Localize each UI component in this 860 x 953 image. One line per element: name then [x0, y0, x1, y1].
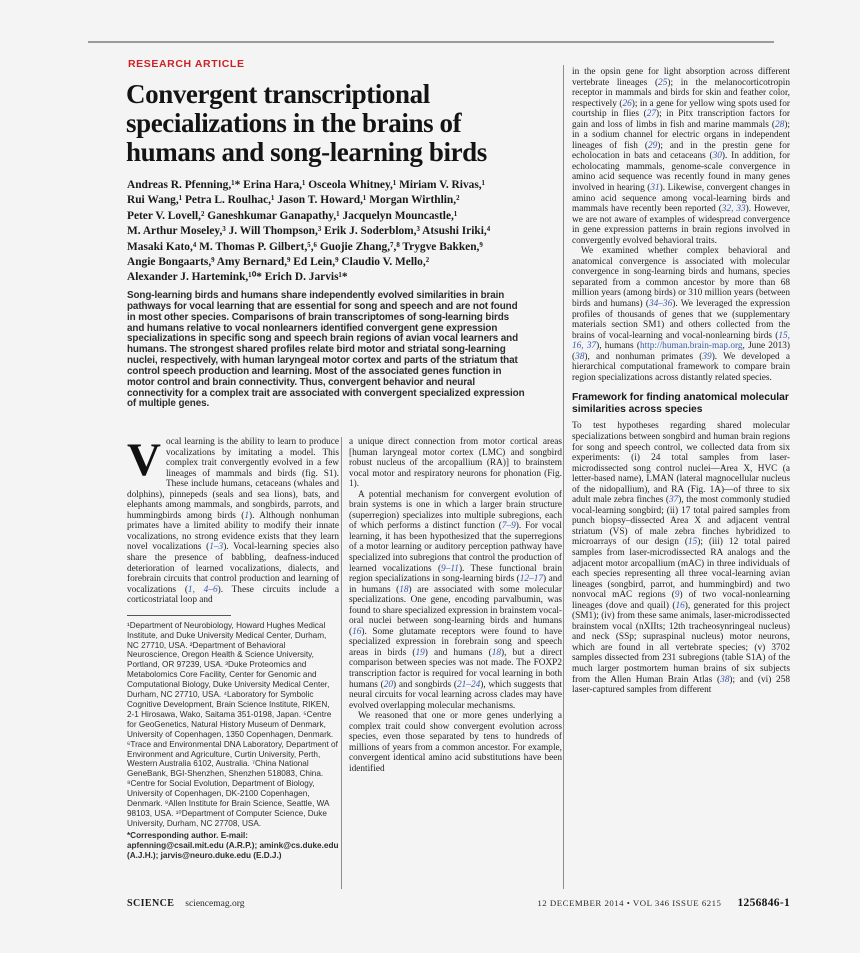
citation-ref[interactable]: 28 [775, 119, 785, 130]
paragraph-text: ocal learning is the ability to learn to produce vocalizations by imitating a model. This complex trait convergently evolved in a few lineages of mammals and birds (fig. S1). These include humans, cetaceans (whales and dolphins), pinnepeds (seals and sea lions), bats, and elephants among mammals, and songbirds, parrots, and hummingbirds among birds (1). Although nonhuman primates have a limited ability to modify their innate vocalizations, no strong evidence exists that they learn novel vocalizations (1–3). Vocal-learning species also share the presence of babbling, deafness-induced deterioration of learned vocalizations, dialects, and forebrain circuits that control production and learning of vocalizations (1, 4–6). These circuits include a corticostriatal loop and [127, 437, 339, 606]
citation-ref[interactable]: 9–11 [441, 563, 459, 574]
footnotes [127, 621, 339, 861]
section-heading: Framework for finding anatomical molecular similarities across species [572, 392, 789, 416]
citation-ref[interactable]: 32, 33 [721, 204, 746, 215]
page-footer [127, 897, 790, 909]
footer-left [127, 898, 244, 909]
paragraph: We reasoned that one or more genes underlying a complex trait could show convergent evolution across species, even those separated by tens to hundreds of millions of years from a common ancestor. For example, convergent identical amino acid substitutions have been identified [349, 711, 562, 774]
citation-ref[interactable]: 29 [647, 140, 658, 151]
issue-info: 12 DECEMBER 2014 • VOL 346 ISSUE 6215 [537, 898, 722, 908]
paragraph: a unique direct connection from motor cortical areas [human laryngeal motor cortex (LMC) and songbird robust nucleus of the arcopallium (RA)] to brainstem vocal motor and respiratory neurons for phonation (Fig. 1). [349, 437, 562, 490]
citation-ref[interactable]: 20 [383, 679, 394, 690]
drop-cap: V [127, 434, 161, 486]
citation-ref[interactable]: 15 [687, 537, 698, 548]
citation-ref[interactable]: 16 [675, 600, 685, 611]
author-line: Andreas R. Pfenning,¹* Erina Hara,¹ Osceola Whitney,¹ Miriam V. Rivas,¹ [127, 179, 486, 191]
corresponding-author-note: *Corresponding author. E-mail: apfenning@csail.mit.edu (A.R.P.); amink@cs.duke.edu (A.J.H.); jarvis@neuro.duke.edu (E.D.J.) [127, 830, 339, 860]
abstract: Song-learning birds and humans share independently evolved similarities in brain pathways for vocal learning that are essential for song and speech and are not found in most other species. Comparisons of brain transcriptomes of song-learning birds and humans relative to vocal nonlearners identified convergent gene expression specializations in specific song and speech brain regions of avian vocal learners and humans. The strongest shared profiles relate bird motor and striatal song-learning nuclei, respectively, with human laryngeal motor cortex and parts of the striatum that control speech production and learning. Most of the associated genes function in motor control and brain connectivity. Thus, convergent behavior and neural connectivity for a complex trait are associated with convergent specialized expression of multiple genes. [127, 290, 525, 410]
author-line: Rui Wang,¹ Petra L. Roulhac,¹ Jason T. Howard,¹ Morgan Wirthlin,² [127, 194, 460, 207]
citation-ref[interactable]: 18 [491, 647, 501, 658]
affiliations: ¹Department of Neurobiology, Howard Hughes Medical Institute, and Duke University Medical Center, Durham, NC 27710, USA. ²Department of Behavioral Neuroscience, Oregon Health & Science University, Portland, OR 97239, USA. ³Duke Proteomics and Metabolomics Core Facility, Center for Genomic and Computational Biology, Duke University Medical Center, Durham, NC 27710, USA. ⁴Laboratory for Symbolic Cognitive Development, Brain Science Institute, RIKEN, 2-1 Hirosawa, Wako, Saitama 351-0198, Japan. ⁵Centre for GeoGenetics, Natural History Museum of Denmark, University of Copenhagen, 1350 Copenhagen, Denmark. ⁶Trace and Environmental DNA Laboratory, Department of Environment and Agriculture, Curtin University, Perth, Western Australia 6102, Australia. ⁷China National GeneBank, BGI-Shenzhen, Shenzhen 518083, China. ⁸Centre for Social Evolution, Department of Biology, University of Copenhagen, DK-2100 Copenhagen, Denmark. ⁹Allen Institute for Brain Science, Seattle, WA 98103, USA. ¹⁰Department of Computer Science, Duke University, Durham, NC 27708, USA. [127, 620, 338, 828]
top-rule [88, 41, 774, 43]
paragraph: We examined whether complex behavioral and anatomical convergence is associated with molecular convergence in song-learning birds and humans, species separated from a common ancestor by more than 68 million years (among birds) or 310 million years (between birds and humans) (34–36). We leveraged the expression profiles of thousands of genes that we (supplementary materials section SM1) and others collected from the brains of vocal-learning and vocal-nonlearning birds (15, 16, 37), humans (http://human.brain-map.org, June 2013) (38), and nonhuman primates (39). We developed a hierarchical computational framework to compare brain region specializations across distantly related species. [572, 246, 791, 383]
citation-ref[interactable]: 18 [399, 584, 409, 595]
paragraph: To test hypotheses regarding shared molecular specializations between songbird and human brain regions for song and speech control, we collected data from six experiments: (i) 24 total samples from laser-microdissected song control nuclei—Area X, HVC (a letter-based name), LMAN (lateral magnocellular nucleus of the nidopallium), and RA (Fig. 1A)—of three to six adult male zebra finches (37), the most commonly studied vocal-learning songbird; (ii) 17 total paired samples from punch biopsy–dissected Area X and adjacent ventral striatum (VS) of male zebra finches hybridized to microarrays of our design (15); (iii) 12 total paired samples from laser-microdissected RA analogs and the adjacent motor arcopallium (mAC) in three individuals of each species representing all three vocal-learning avian lineages (songbird, parrot, and hummingbird) and two nonvocal mAC regions (9) of two vocal-nonlearning lineages (dove and quail) (16), generated for this project (SM1); (iv) from these same animals, laser-microdissected brainstem vocal (nXIIts; 12th tracheosynringeal nucleus) and neck (SSp; supraspinal nucleus) motor neurons, which are found in all vertebrate species; (v) 3702 samples dissected from 231 subregions (table S1A) of the much larger postmortem human brains of six subjects from the Allen Human Brain Atlas (38); and (vi) 258 laser-captured samples from different [572, 421, 791, 696]
citation-ref[interactable]: 1 [244, 510, 249, 521]
paragraph: A potential mechanism for convergent evolution of brain systems is one in which a larger brain structure (superregion) specializes into multiple subregions, each of which performs a distinct function (7–9). For vocal learning, it has been hypothesized that the superregions of a motor learning or auditory perception pathway have specialized into subregions that control the production of learned vocalizations (9–11). These functional brain region specializations in song-learning birds (12–17) and in humans (18) are associated with some molecular specializations. One gene, encoding parvalbumin, was found to share specialized expression in brainstem vocal-oral nuclei between song-learning birds and humans (16). Some glutamate receptors were found to have specialized expression in forebrain song and speech areas in birds (19) and humans (18), but a direct comparison between species was not made. The FOXP2 transcription factor is required for vocal learning in both humans (20) and songbirds (21–24), which suggests that neural circuits for vocal learning across clades may have evolved overlapping molecular mechanisms. [349, 489, 563, 711]
footnote-rule [127, 615, 231, 616]
citation-ref[interactable]: 15, 16, 37 [572, 330, 790, 352]
journal-site-url: sciencemag.org [185, 899, 245, 909]
paragraph: in the opsin gene for light absorption across different vertebrate lineages (25); in the melanocorticotropin receptor in mammals and birds for skin and feather color, respectively (26); in a gene for yellow wing spots used for courtship in flies (27); in Pitx transcription factors for gain and loss of limbs in fish and marine mammals (28); in a sodium channel for electric organs in independent lineages of fish (29); and in the prestin gene for echolocation in bats and cetaceans (30). In addition, for echolocating mammals, genome-scale convergence in amino acid sequence was recently found in many genes involved in hearing (31). Likewise, convergent changes in amino acid sequence among vocal-learning birds and mammals have recently been reported (32, 33). However, we are not aware of examples of widespread convergence in gene expression patterns in brain regions involved in convergently evolved behavioral traits. [572, 67, 790, 246]
citation-ref[interactable]: 7–9 [501, 521, 516, 532]
citation-ref[interactable]: 1–3 [209, 542, 224, 553]
citation-ref[interactable]: 37 [668, 495, 679, 506]
body-column-right [572, 67, 790, 696]
citation-ref[interactable]: 21–24 [457, 679, 481, 690]
journal-name: SCIENCE [127, 898, 175, 909]
article-type-kicker: RESEARCH ARTICLE [128, 58, 245, 70]
author-list [127, 178, 552, 286]
citation-ref[interactable]: 38 [720, 674, 730, 685]
citation-ref[interactable]: 12–17 [519, 574, 544, 585]
author-line: Peter V. Lovell,² Ganeshkumar Ganapathy,¹ Jacquelyn Mouncastle,¹ [127, 209, 458, 222]
author-line: Alexander J. Hartemink,¹⁰* Erich D. Jarvis¹* [127, 271, 348, 284]
body-column-middle [349, 437, 562, 775]
author-line: Masaki Kato,⁴ M. Thomas P. Gilbert,⁵,⁶ Guojie Zhang,⁷,⁸ Trygve Bakken,⁹ [127, 240, 483, 253]
external-link[interactable]: http://human.brain-map.org [639, 341, 743, 352]
author-line: M. Arthur Moseley,³ J. Will Thompson,³ Erik J. Soderblom,³ Atsushi Iriki,⁴ [127, 225, 491, 238]
citation-ref[interactable]: 34–36 [648, 299, 673, 310]
column-divider [341, 437, 342, 889]
article-title: Convergent transcriptional specializations in the brains of humans and song-learning birds [126, 79, 487, 167]
citation-ref[interactable]: 1, 4–6 [187, 584, 218, 595]
author-line: Angie Bongaarts,⁹ Amy Bernard,⁹ Ed Lein,⁹ Claudio V. Mello,² [127, 256, 430, 269]
column-divider [563, 65, 564, 889]
citation-ref[interactable]: 19 [415, 647, 425, 658]
citation-ref[interactable]: 9 [674, 590, 680, 601]
citation-ref[interactable]: 30 [712, 151, 722, 162]
paragraph [127, 434, 339, 606]
citation-ref[interactable]: 16 [352, 626, 362, 637]
citation-ref[interactable]: 31 [650, 183, 660, 194]
citation-ref[interactable]: 38 [575, 351, 585, 362]
citation-ref[interactable]: 27 [646, 109, 657, 120]
body-column-left [127, 434, 339, 861]
citation-ref[interactable]: 39 [702, 351, 712, 362]
citation-ref[interactable]: 25 [658, 77, 668, 88]
footer-right [537, 897, 790, 909]
article-number: 1256846-1 [737, 897, 790, 909]
citation-ref[interactable]: 26 [622, 98, 632, 109]
